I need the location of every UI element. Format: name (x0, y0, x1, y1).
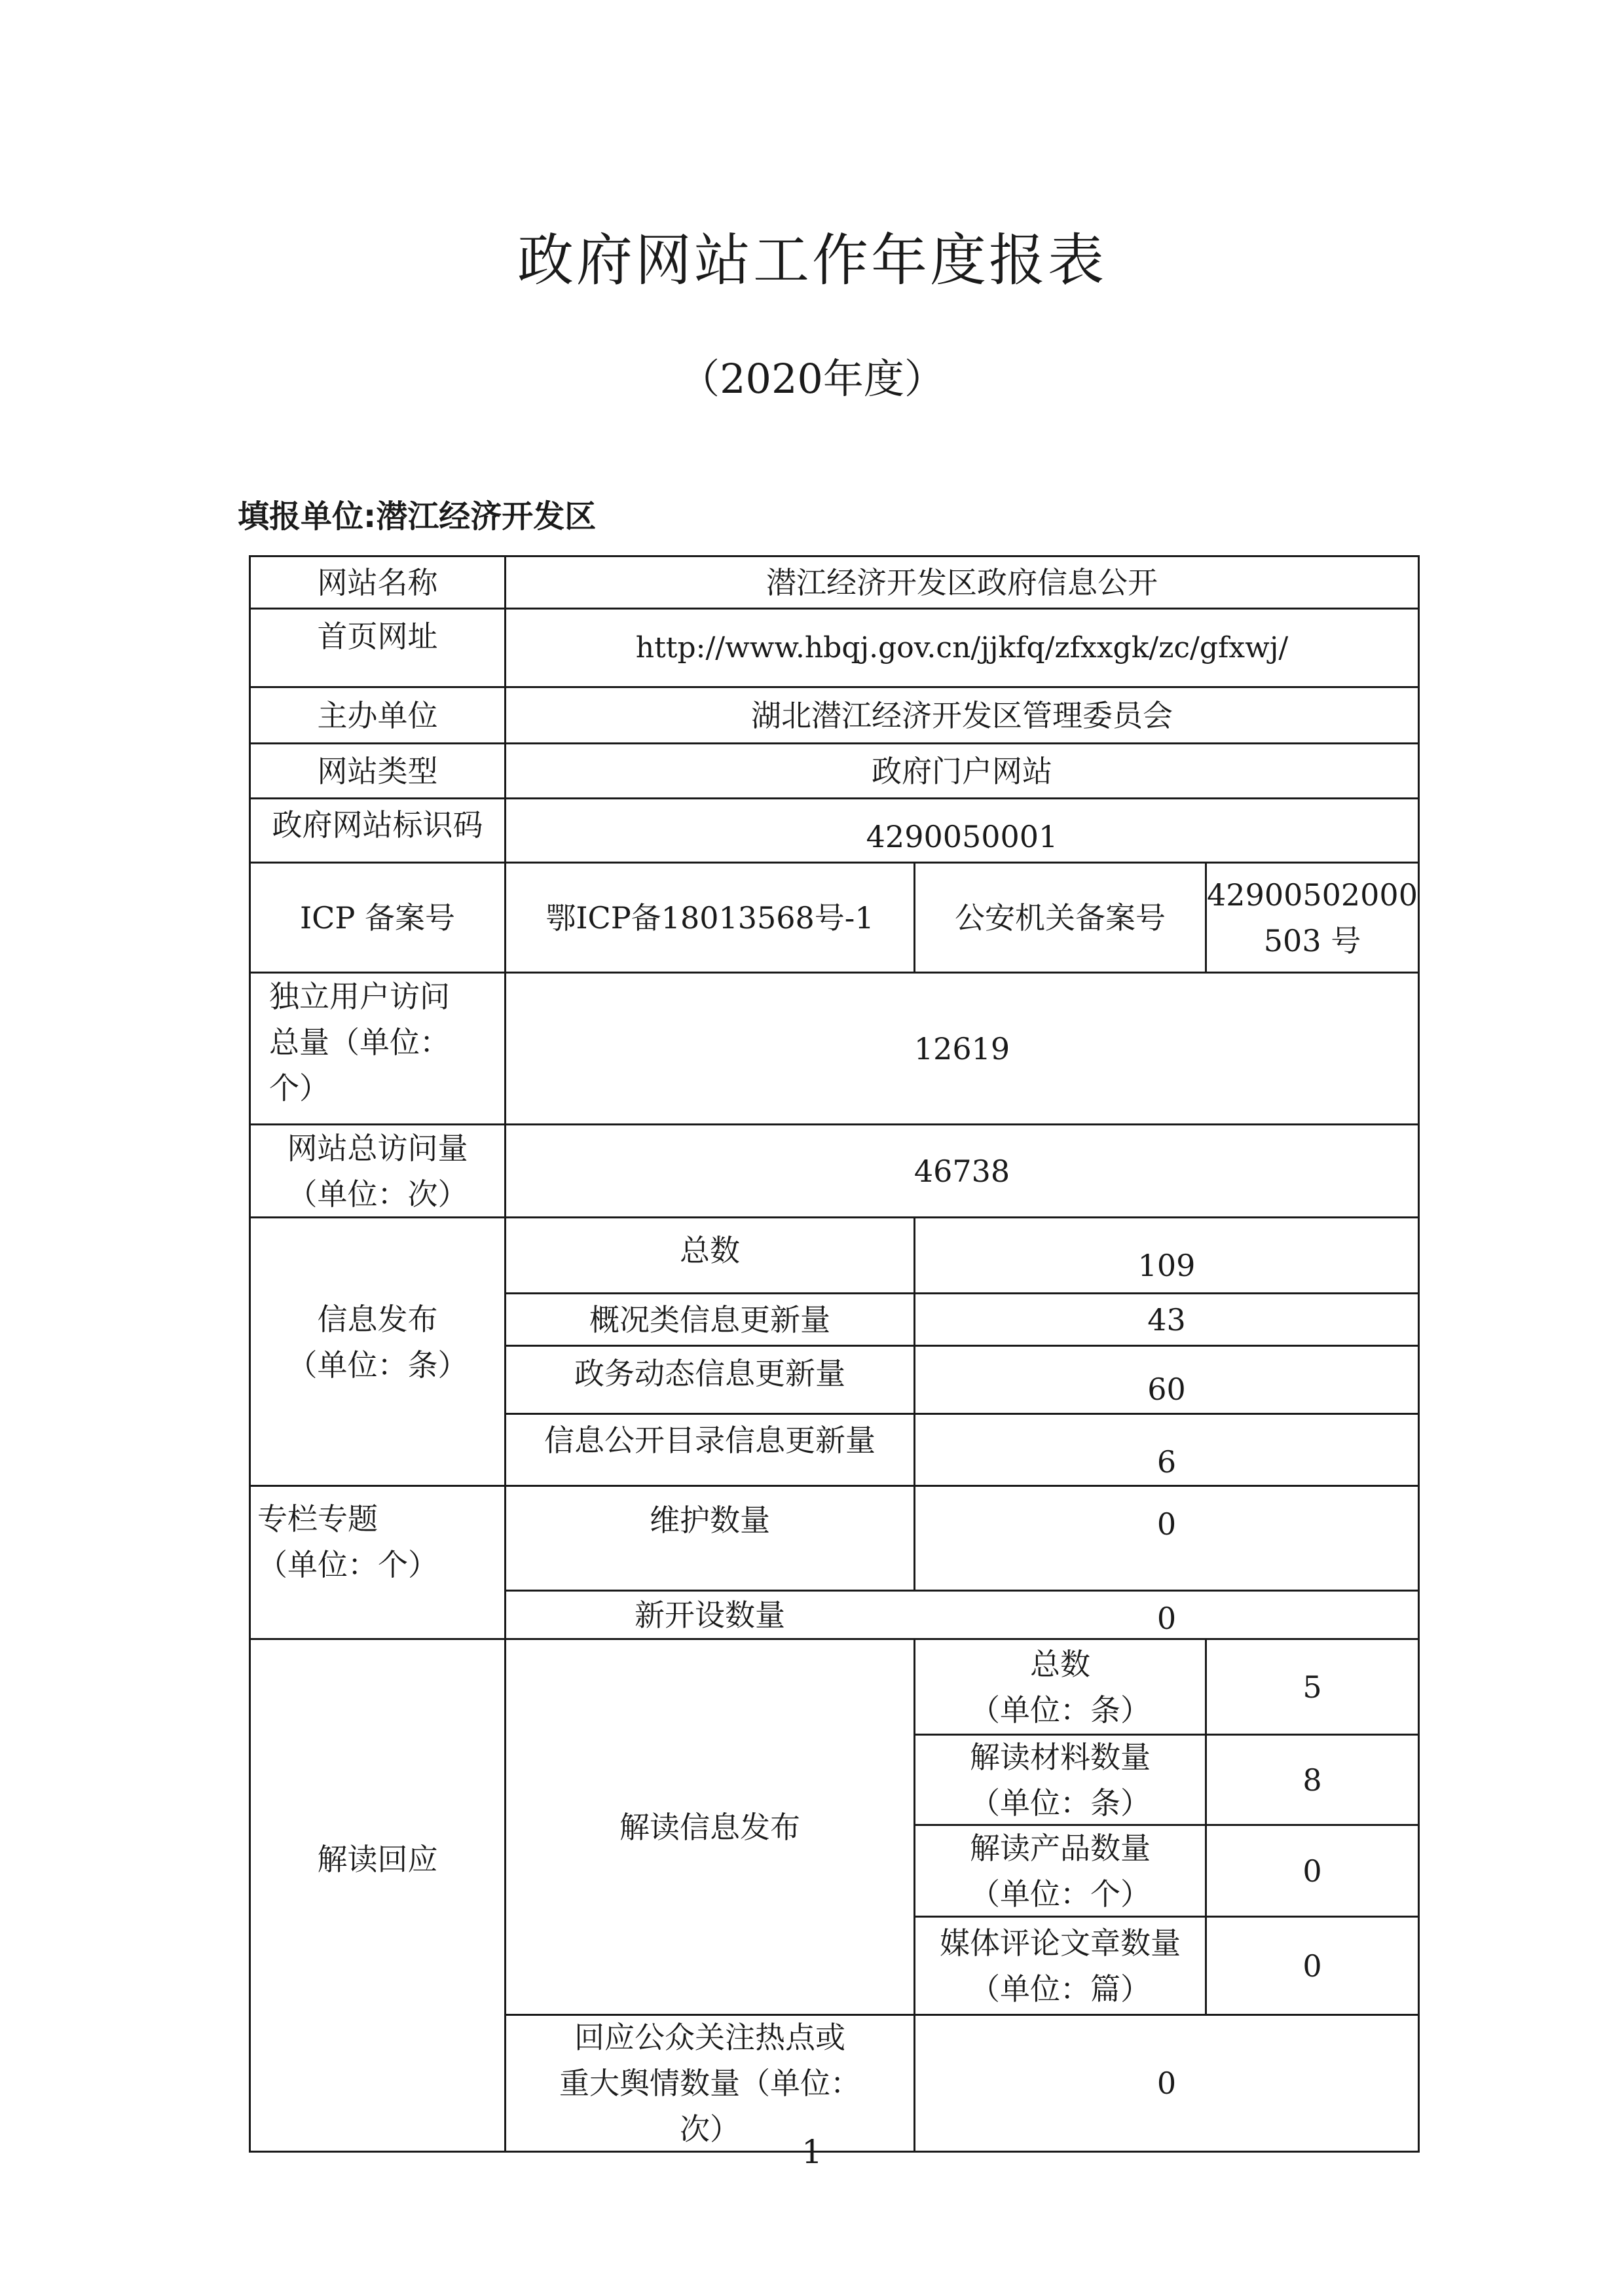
info-release-total-value: 109 (1137, 1247, 1196, 1283)
icp-label: ICP 备案号 (300, 900, 455, 936)
interpretation-label: 解读回应 (317, 1842, 438, 1877)
total-visits-value: 46738 (913, 1153, 1010, 1189)
overview-updates-label: 概况类信息更新量 (589, 1302, 830, 1338)
site-id-label: 政府网站标识码 (272, 807, 483, 843)
public-response-label: 回应公众关注热点或 重大舆情数量（单位： 次） (559, 2020, 860, 2147)
page-number: 1 (802, 2133, 822, 2171)
sponsor-value: 湖北潜江经济开发区管理委员会 (751, 697, 1173, 733)
site-type-value: 政府门户网站 (872, 753, 1052, 789)
info-release-label: 信息发布 （单位：条） (287, 1301, 468, 1383)
disclosure-catalog-updates-label: 信息公开目录信息更新量 (544, 1423, 876, 1458)
interpretation-total-label: 总数 （单位：条） (970, 1646, 1151, 1728)
maintained-count-label: 维护数量 (650, 1503, 770, 1538)
site-type-label: 网站类型 (317, 753, 438, 789)
table-border (1418, 555, 1420, 2153)
report-year: （2020年度） (679, 355, 945, 403)
maintained-count-value: 0 (1156, 1506, 1177, 1542)
unique-visitors-value: 12619 (913, 1030, 1010, 1066)
overview-updates-value: 43 (1147, 1302, 1186, 1338)
police-record-value: 42900502000 503 号 (1207, 877, 1418, 958)
interpretation-materials-label: 解读材料数量 （单位：条） (970, 1739, 1151, 1821)
unique-visitors-label: 独立用户访问 总量（单位： 个） (269, 979, 450, 1106)
sponsor-label: 主办单位 (317, 697, 438, 733)
reporting-unit: 填报单位:潜江经济开发区 (238, 498, 597, 535)
disclosure-catalog-updates-value: 6 (1156, 1444, 1177, 1480)
homepage-url: http://www.hbqj.gov.cn/jjkfq/zfxxgk/zc/gfxwj/ (635, 630, 1289, 665)
report-title: 政府网站工作年度报表 (517, 228, 1107, 293)
site-id-value: 4290050001 (866, 818, 1058, 854)
site-name-label: 网站名称 (317, 564, 438, 600)
total-visits-label: 网站总访问量 （单位：次） (287, 1130, 468, 1212)
gov-news-updates-label: 政务动态信息更新量 (574, 1356, 845, 1391)
interpretation-materials-value: 8 (1302, 1762, 1322, 1798)
icp-value: 鄂ICP备18013568号-1 (545, 900, 874, 936)
interpretation-products-label: 解读产品数量 （单位：个） (970, 1830, 1151, 1912)
interpretation-release-label: 解读信息发布 (619, 1809, 800, 1845)
media-commentary-label: 媒体评论文章数量 （单位：篇） (940, 1925, 1181, 2007)
new-columns-label: 新开设数量 (635, 1597, 785, 1633)
media-commentary-value: 0 (1302, 1948, 1322, 1984)
police-record-label: 公安机关备案号 (955, 900, 1166, 936)
public-response-value: 0 (1156, 2066, 1177, 2101)
interpretation-products-value: 0 (1302, 1853, 1322, 1889)
special-columns-label: 专栏专题 （单位：个） (257, 1501, 438, 1582)
interpretation-total-value: 5 (1302, 1669, 1322, 1705)
info-release-total-label: 总数 (680, 1233, 740, 1268)
homepage-label: 首页网址 (317, 619, 438, 654)
site-name-value: 潜江经济开发区政府信息公开 (766, 564, 1158, 600)
new-columns-value: 0 (1156, 1600, 1177, 1636)
gov-news-updates-value: 60 (1147, 1371, 1186, 1407)
